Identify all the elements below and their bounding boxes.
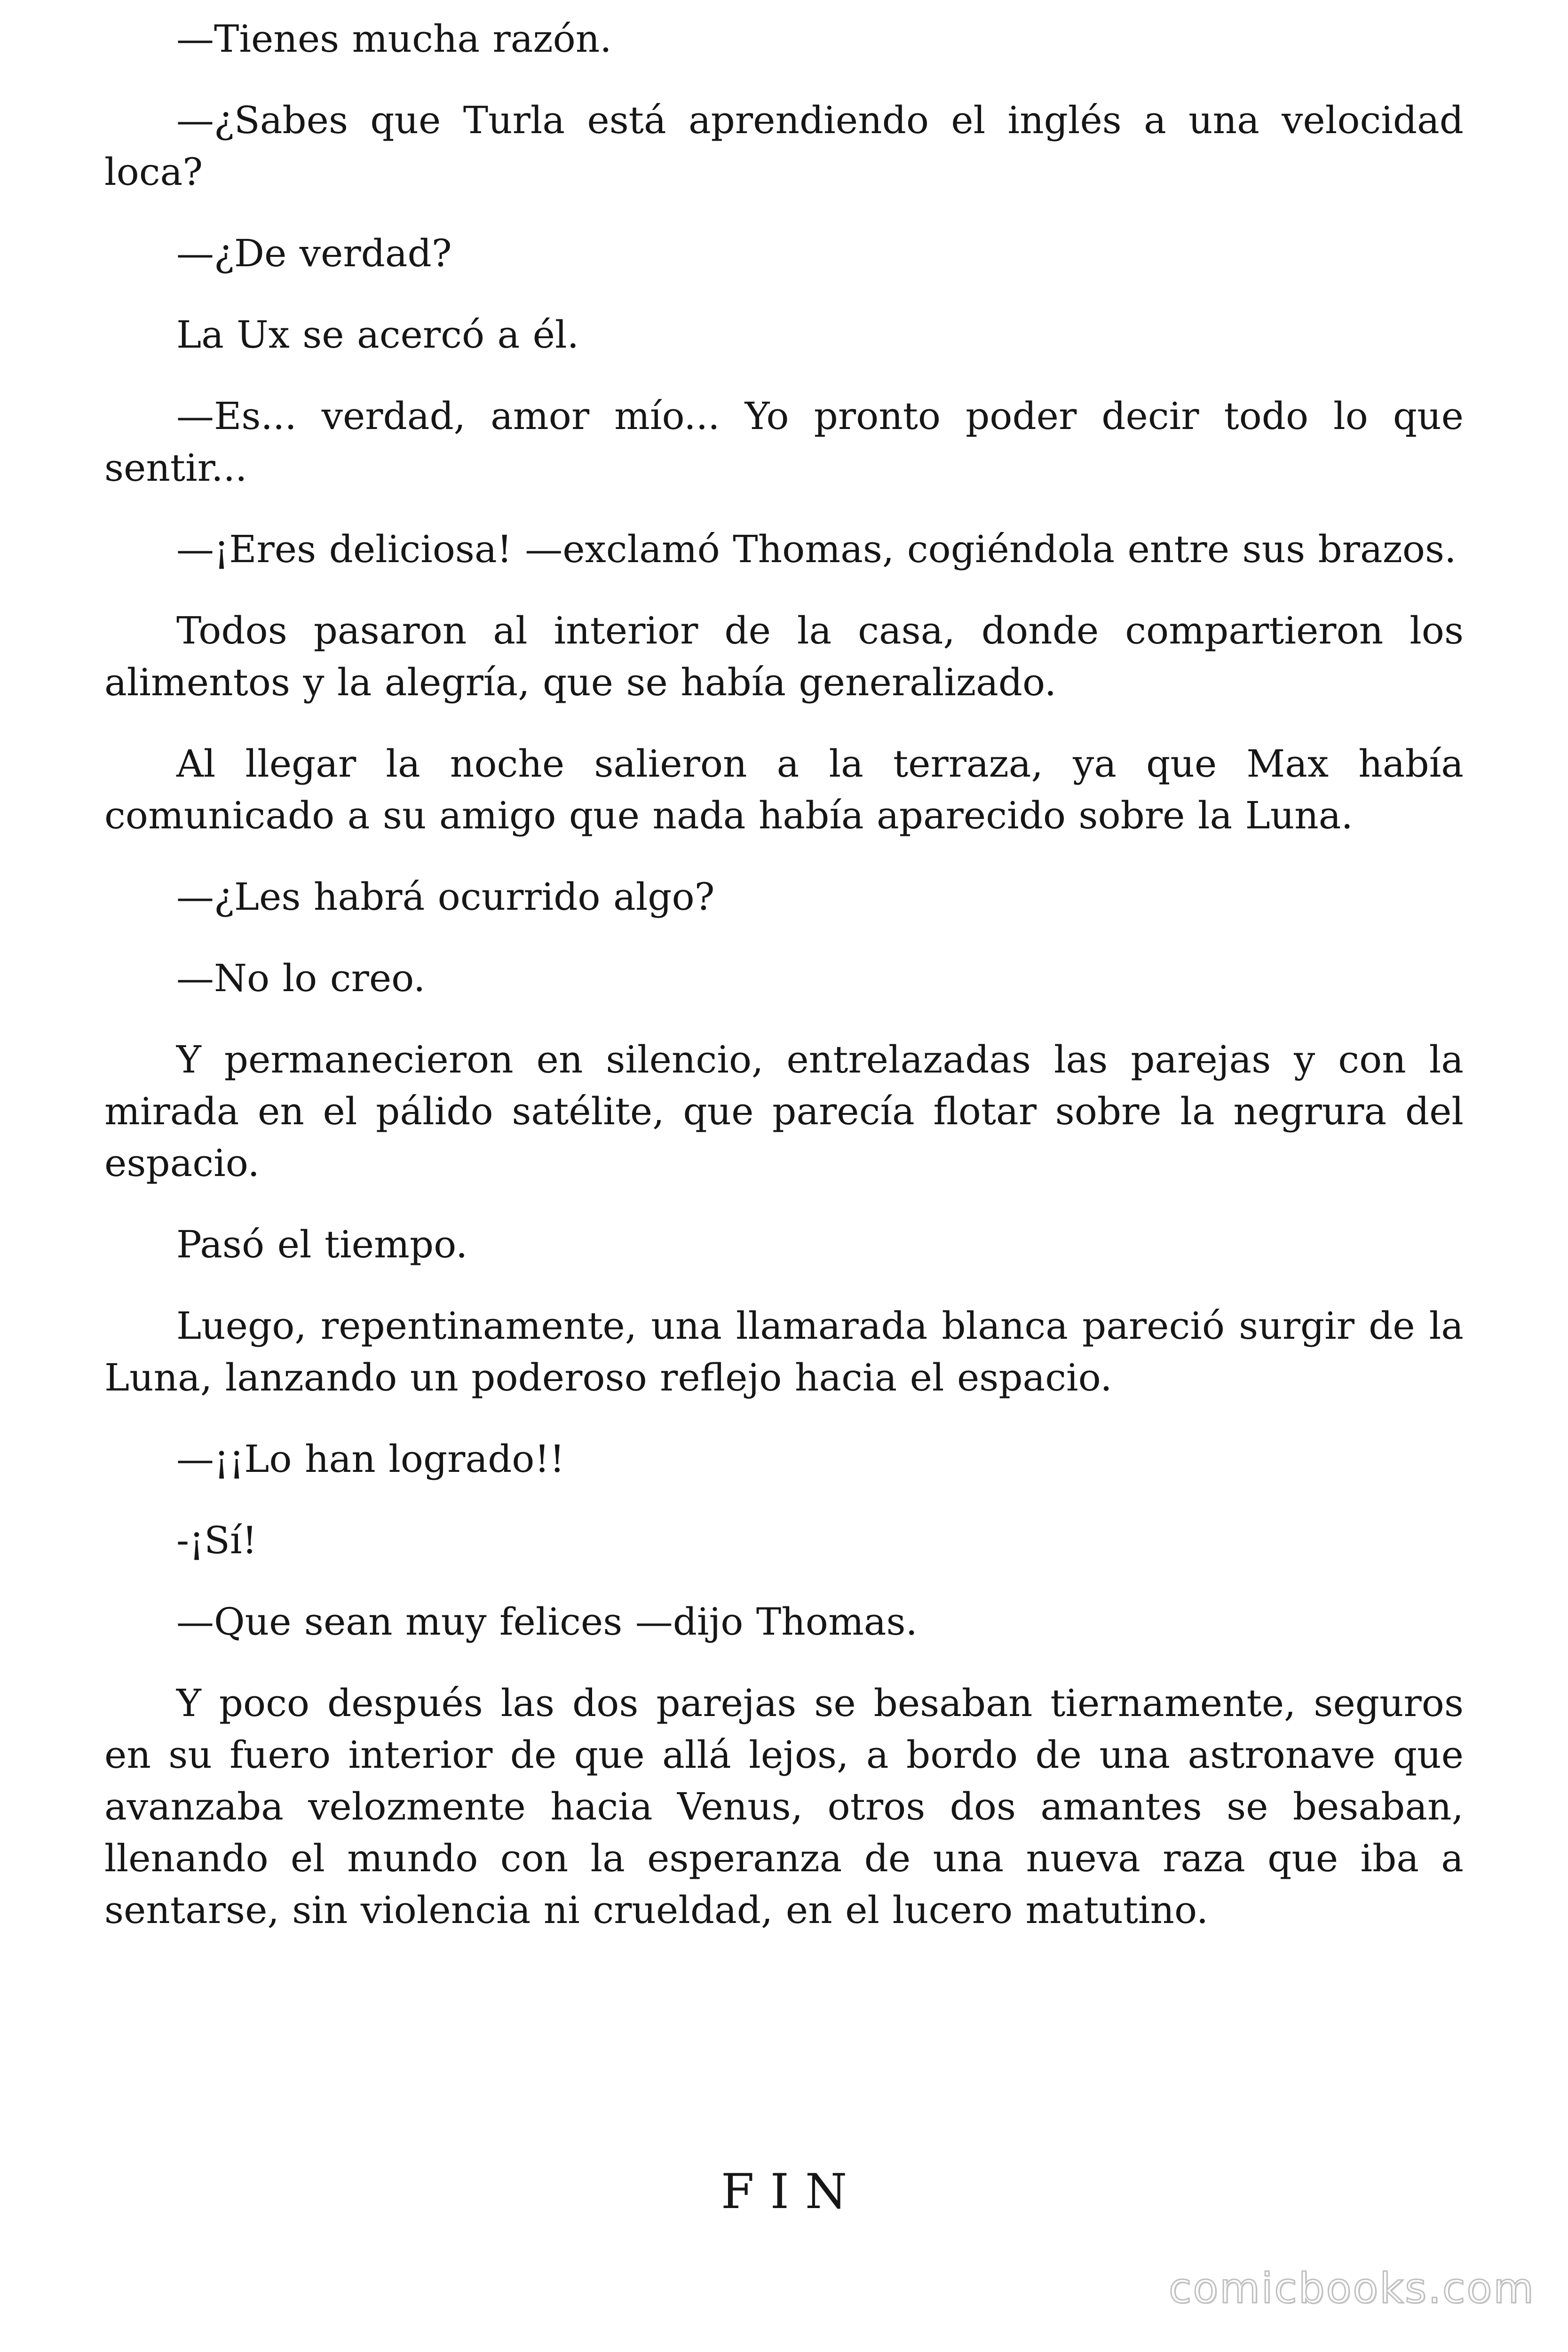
- paragraph: Luego, repentinamente, una llamarada blanca pareció surgir de la Luna, lanzando un poderoso reflejo hacia el espacio.: [104, 1304, 1464, 1399]
- paragraph: —No lo creo.: [176, 956, 426, 1000]
- page-body: [104, 13, 1464, 1966]
- paragraph: —¿Les habrá ocurrido algo?: [176, 875, 715, 919]
- paragraph: La Ux se acercó a él.: [176, 313, 579, 357]
- paragraph: Y poco después las dos parejas se besaban tiernamente, seguros en su fuero interior de que allá lejos, a bordo de una astronave que avanzaba velozmente hacia Venus, otros dos amantes se besaban, llenando el mundo con la esperanza de una nueva raza que iba a sentarse, sin violencia ni crueldad, en el lucero matutino.: [104, 1681, 1464, 1932]
- paragraph: —Que sean muy felices —dijo Thomas.: [176, 1600, 918, 1644]
- paragraph: —¡¡Lo han logrado!!: [176, 1437, 565, 1481]
- paragraph: —¡Eres deliciosa! —exclamó Thomas, cogiéndola entre sus brazos.: [176, 527, 1457, 571]
- paragraph: —Es... verdad, amor mío... Yo pronto poder decir todo lo que sentir...: [104, 394, 1464, 490]
- paragraph: Pasó el tiempo.: [176, 1223, 468, 1266]
- paragraph: -¡Sí!: [176, 1518, 257, 1562]
- paragraph: —¿De verdad?: [176, 231, 452, 275]
- paragraph: —Tienes mucha razón.: [176, 17, 612, 61]
- paragraph: —¿Sabes que Turla está aprendiendo el inglés a una velocidad loca?: [104, 98, 1464, 194]
- paragraph: Y permanecieron en silencio, entrelazadas las parejas y con la mirada en el pálido satélite, que parecía flotar sobre la negrura del espacio.: [104, 1038, 1464, 1185]
- paragraph: Al llegar la noche salieron a la terraza, ya que Max había comunicado a su amigo que nada había aparecido sobre la Luna.: [104, 742, 1464, 837]
- end-mark: FIN: [721, 2164, 863, 2220]
- paragraph: Todos pasaron al interior de la casa, donde compartieron los alimentos y la alegría, que se había generalizado.: [104, 609, 1464, 704]
- watermark: comicbooks.com: [1168, 2264, 1535, 2312]
